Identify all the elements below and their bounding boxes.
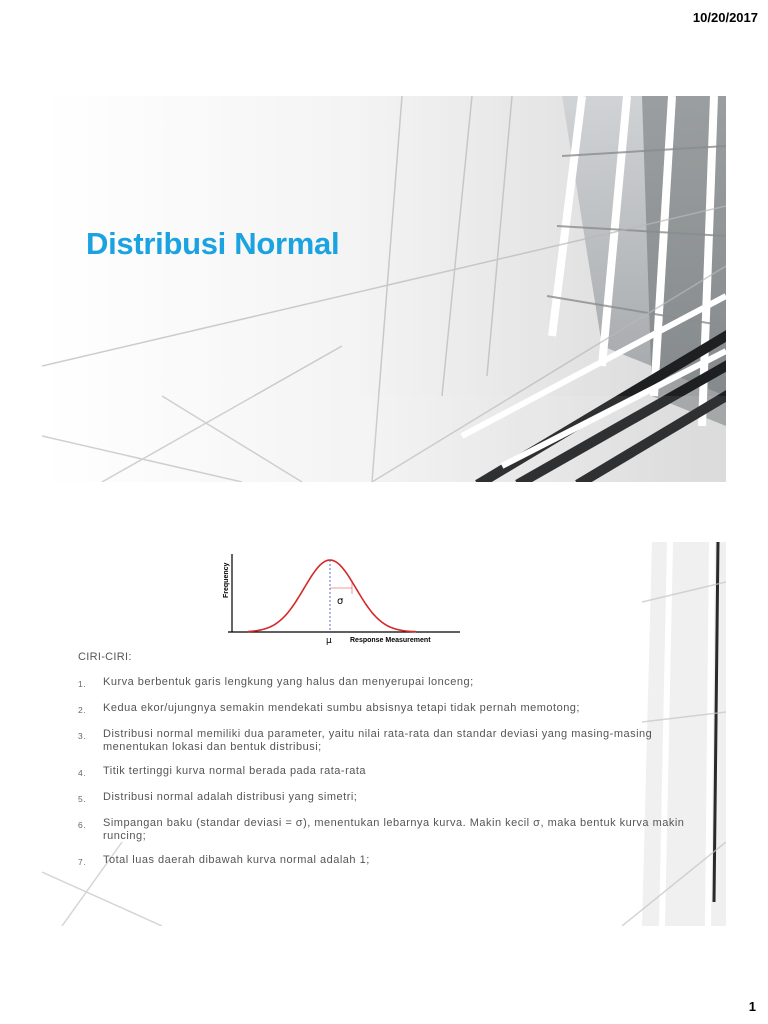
slide-background-image [42, 96, 726, 482]
list-item-text: Simpangan baku (standar deviasi = σ), menentukan lebarnya kurva. Makin kecil σ, maka bentuk kurva makin runcing; [103, 817, 685, 842]
mu-label: μ [326, 636, 332, 646]
list-item-number: 7. [78, 857, 87, 867]
list-item-text: Kurva berbentuk garis lengkung yang halus dan menyerupai lonceng; [103, 676, 474, 688]
list-item-number: 1. [78, 679, 87, 689]
list-item-text: Total luas daerah dibawah kurva normal adalah 1; [103, 854, 370, 866]
characteristics-list [78, 676, 698, 880]
page-number: 1 [748, 999, 756, 1014]
sigma-label: σ [337, 596, 344, 607]
list-item [78, 702, 698, 717]
normal-curve-figure [220, 546, 466, 650]
bell-curve [248, 560, 416, 632]
list-item-number: 6. [78, 820, 87, 830]
characteristics-slide [42, 542, 726, 926]
list-item-number: 4. [78, 768, 87, 778]
list-item-text: Distribusi normal adalah distribusi yang simetri; [103, 791, 358, 803]
list-item-text: Kedua ekor/ujungnya semakin mendekati sumbu absisnya tetapi tidak pernah memotong; [103, 702, 580, 714]
page-date: 10/20/2017 [692, 10, 758, 25]
characteristics-heading: CIRI-CIRI: [78, 651, 132, 663]
list-item-number: 2. [78, 705, 87, 715]
list-item-text: Titik tertinggi kurva normal berada pada rata-rata [103, 765, 367, 777]
list-item [78, 854, 698, 869]
title-slide [42, 96, 726, 482]
list-item [78, 728, 698, 754]
x-axis-label: Response Measurement [350, 637, 431, 644]
slide-title: Distribusi Normal [86, 226, 340, 261]
list-item [78, 676, 698, 691]
y-axis-label: Frequency [223, 562, 230, 598]
list-item-number: 5. [78, 794, 87, 804]
list-item-number: 3. [78, 731, 87, 741]
list-item [78, 791, 698, 806]
list-item [78, 817, 698, 843]
list-item-text: Distribusi normal memiliki dua parameter, yaitu nilai rata-rata dan standar deviasi yang masing-masing menentukan lokasi dan bentuk distribusi; [103, 728, 653, 753]
list-item [78, 765, 698, 780]
